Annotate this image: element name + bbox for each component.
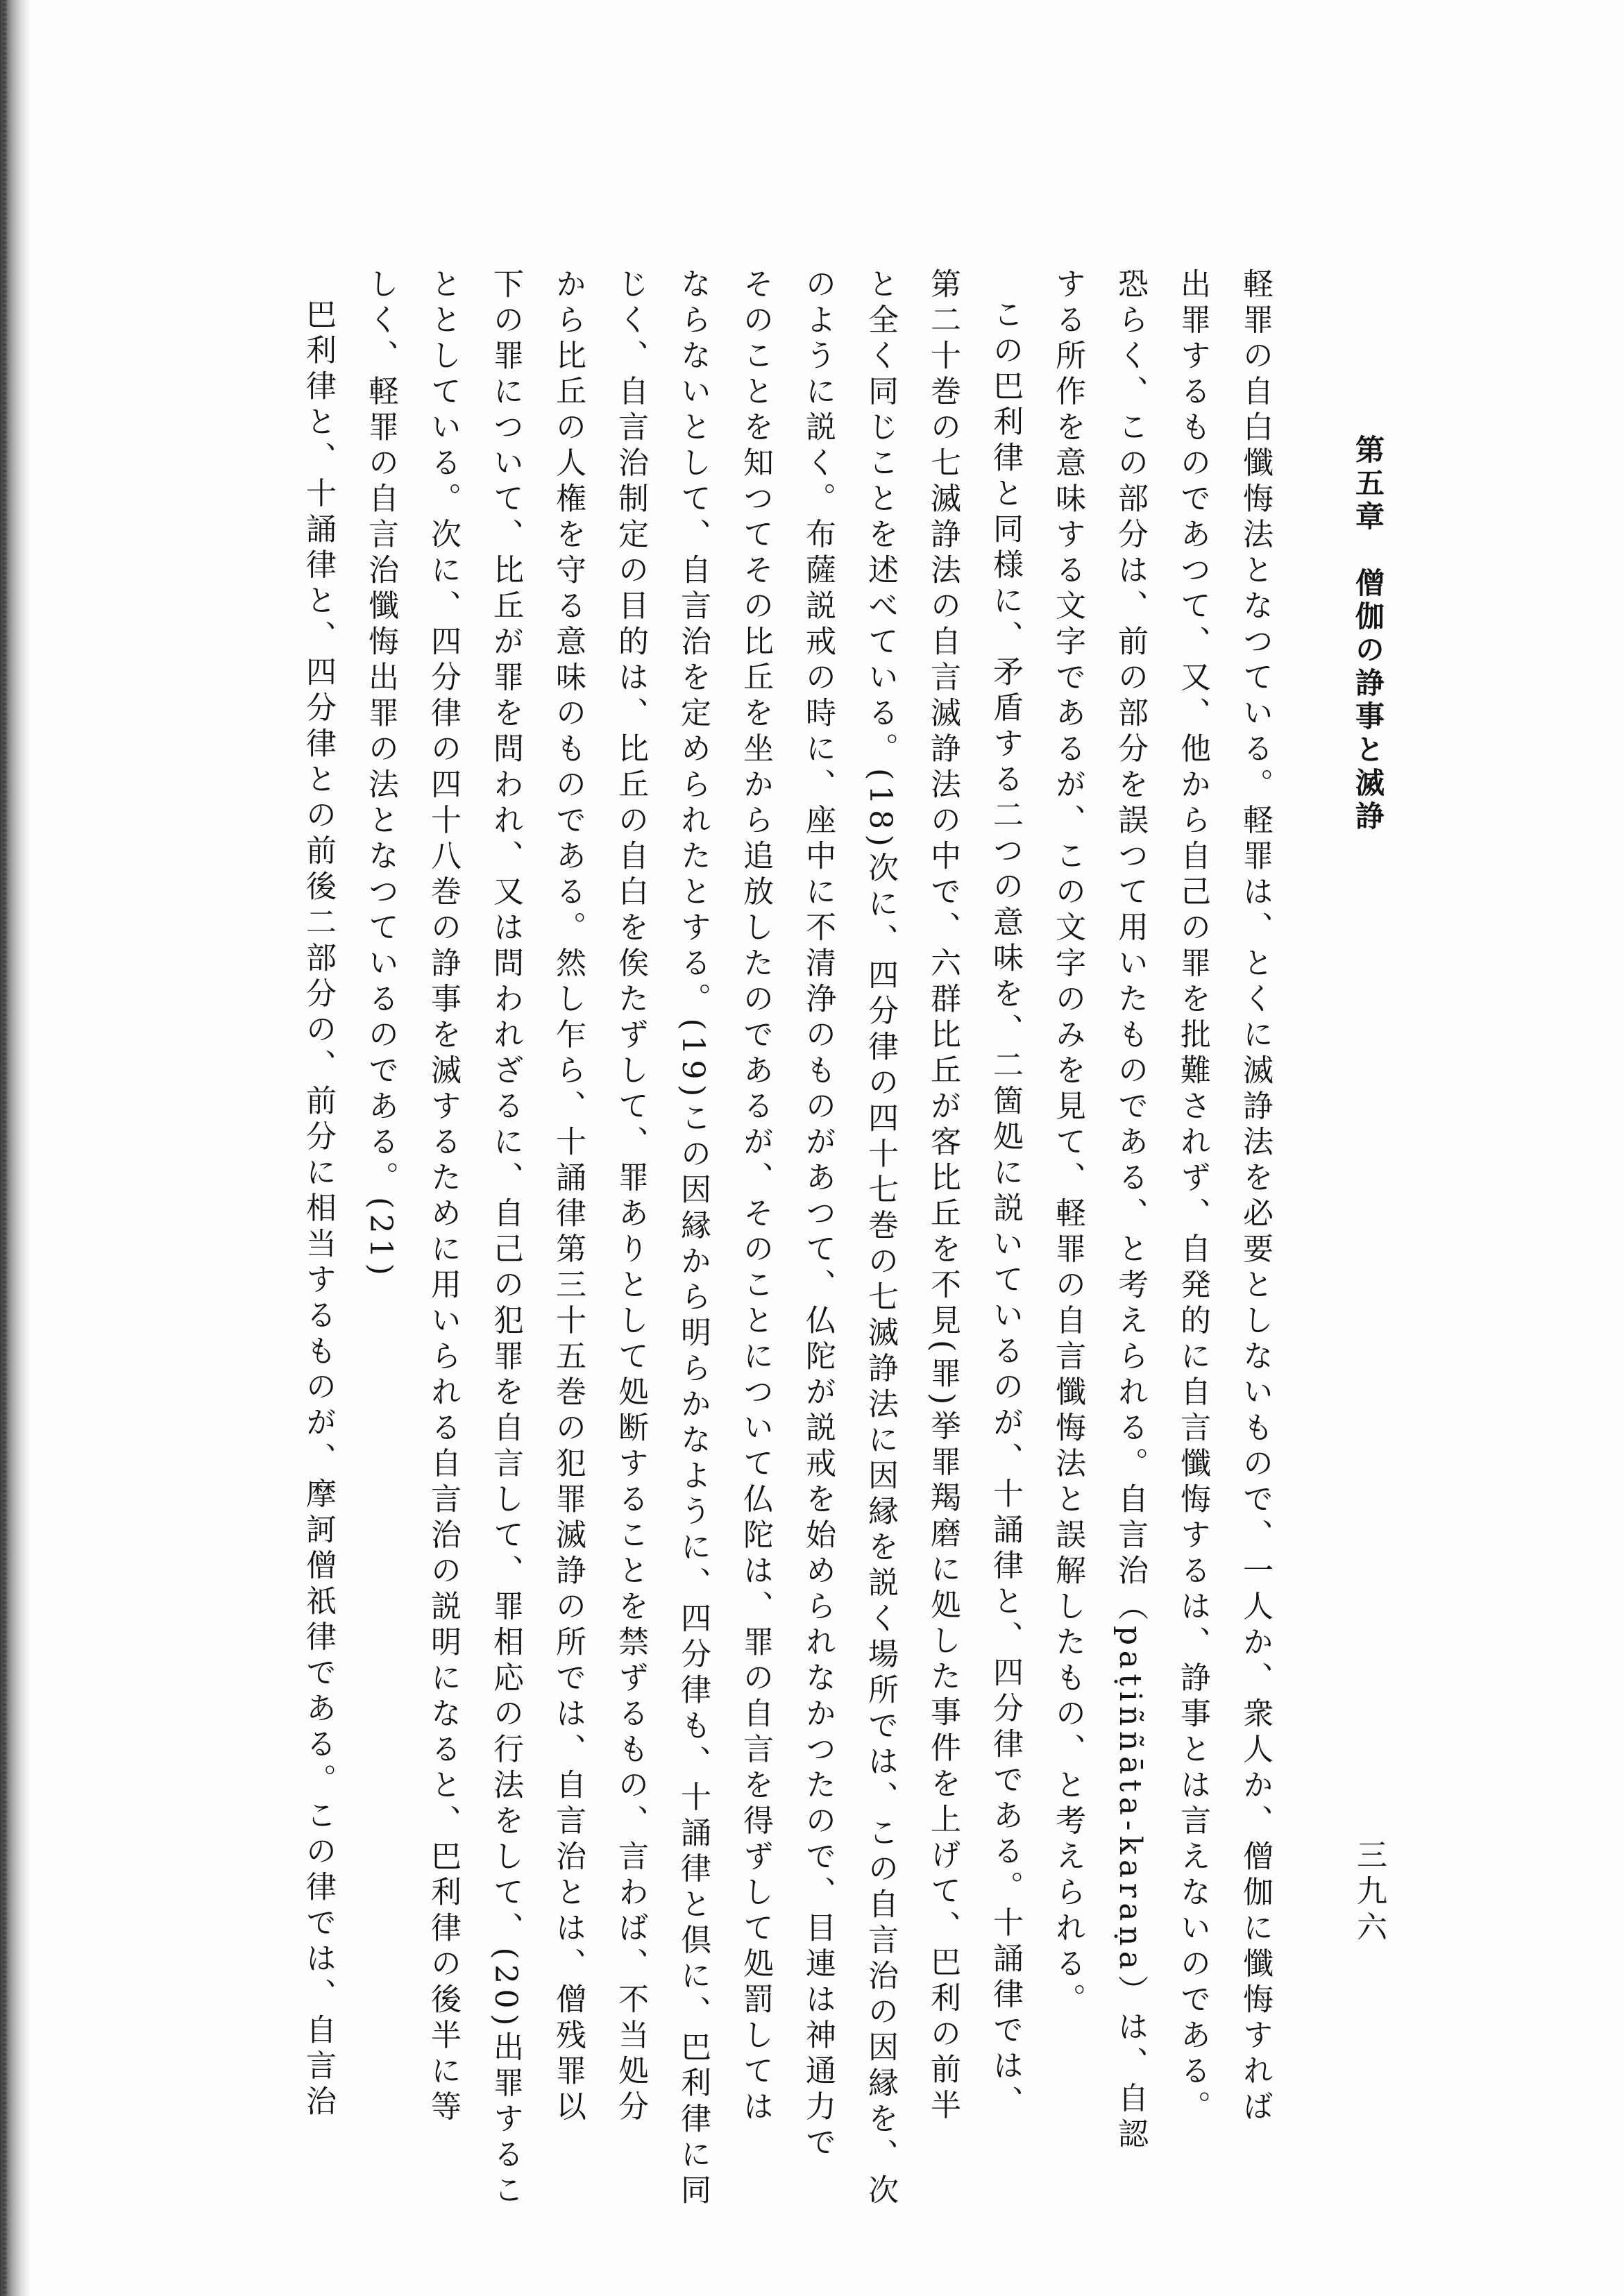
text-line: ととしている。次に、四分律の四十八巻の諍事を滅するために用いられる自言治の説明になると、巴利律の後半に等 xyxy=(425,268,461,2126)
text-line: 下の罪について、比丘が罪を問われ、又は問われざるに、自己の犯罪を自言して、罪相応の行法をして、(20)出罪するこ xyxy=(488,268,523,2210)
page-number: 三九六 xyxy=(1351,1839,1387,1947)
text-line: しく、軽罪の自言治懺悔出罪の法となつているのである。(21) xyxy=(363,268,398,1281)
text-line: のように説く。布薩説戒の時に、座中に不清浄のものがあつて、仏陀が説戒を始められなかつたので、目連は神通力で xyxy=(800,268,836,2162)
text-line: 出罪するものであつて、又、他から自己の罪を批難されず、自発的に自言懺悔するは、諍事とは言えないのである。 xyxy=(1175,268,1210,2126)
binding-shadow xyxy=(0,0,31,2296)
text-line: ならないとして、自言治を定められたとする。(19)この因縁から明らかなように、四分律も、十誦律と倶に、巴利律に同 xyxy=(675,268,711,2210)
text-line: する所作を意味する文字であるが、この文字のみを見て、軽罪の自言懺悔法と誤解したもの、と考えられる。 xyxy=(1050,268,1085,2019)
text-line: から比丘の人権を守る意味のものである。然し乍ら、十誦律第三十五巻の犯罪滅諍の所では、自言治とは、僧残罪以 xyxy=(550,268,586,2126)
text-line: 第二十巻の七滅諍法の自言滅諍法の中で、六群比丘が客比丘を不見(罪)挙罪羯磨に処した事件を上げて、巴利の前半 xyxy=(925,268,961,2125)
text-line: 恐らく、この部分は、前の部分を誤つて用いたものである、と考えられる。自言治（paṭiññāta-karaṇa）は、自認 xyxy=(1113,268,1148,2154)
text-line: そのことを知つてその比丘を坐から追放したのであるが、そのことについて仏陀は、罪の自言を得ずして処罰しては xyxy=(738,268,773,2126)
text-line: じく、自言治制定の目的は、比丘の自白を俟たずして、罪ありとして処断することを禁ずるもの、言わば、不当処分 xyxy=(613,268,648,2126)
chapter-header: 第五章 僧伽の諍事と滅諍 xyxy=(1351,434,1385,834)
text-line: 軽罪の自白懺悔法となつている。軽罪は、とくに滅諍法を必要としないもので、一人か、衆人か、僧伽に懺悔すれば xyxy=(1237,268,1273,2126)
text-line: 巴利律と、十誦律と、四分律との前後二部分の、前分に相当するものが、摩訶僧祇律である。この律では、自言治 xyxy=(301,298,336,2121)
text-line: と全く同じことを述べている。(18)次に、四分律の四十七巻の七滅諍法に因縁を説く場所では、この自言治の因縁を、次 xyxy=(863,268,898,2210)
text-line: この巴利律と同様に、矛盾する二つの意味を、二箇処に説いているのが、十誦律と、四分律である。十誦律では、 xyxy=(988,298,1023,2121)
